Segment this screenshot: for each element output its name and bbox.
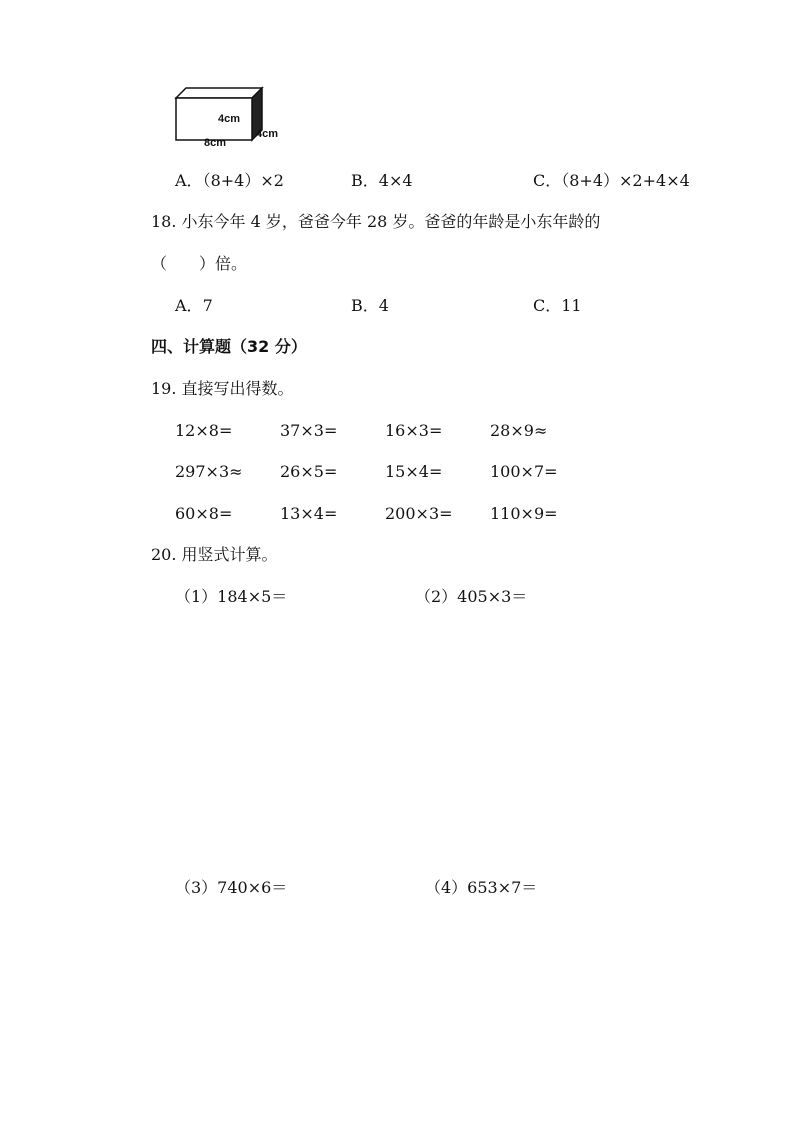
q20-item-2: （2）405×3＝ [415,587,528,606]
q18-option-b[interactable]: B．4 [351,296,389,315]
q19-number: 19. [151,379,177,398]
label-depth: 4cm [256,128,279,140]
q18-line2: （ ）倍。 [151,254,248,273]
q19-cell: 16×3= [385,421,443,440]
q18-option-c[interactable]: C．11 [533,296,582,315]
q18-line1: 小东今年 4 岁，爸爸今年 28 岁。爸爸的年龄是小东年龄的 [181,212,601,231]
q19-cell: 110×9= [490,504,558,523]
q19-cell: 12×8= [175,421,233,440]
label-height: 4cm [218,113,241,125]
q20-question [151,545,278,565]
q20-instruction: 用竖式计算。 [181,545,278,564]
q19-cell: 100×7= [490,462,558,481]
q20-item-3: （3）740×6＝ [175,878,288,897]
q19-cell: 13×4= [280,504,338,523]
q19-cell: 60×8= [175,504,233,523]
q17-option-c[interactable]: C．（8+4）×2+4×4 [533,171,690,190]
q18-number: 18. [151,212,177,231]
q19-cell: 15×4= [385,462,443,481]
q18-question [151,212,600,232]
q19-cell: 26×5= [280,462,338,481]
q20-item-4: （4）653×7＝ [425,878,538,897]
q20-item-1: （1）184×5＝ [175,587,288,606]
q19-cell: 37×3= [280,421,338,440]
q19-question [151,379,294,399]
q17-option-a[interactable]: A．（8+4）×2 [175,171,284,190]
q18-option-a[interactable]: A．7 [175,296,213,315]
q19-instruction: 直接写出得数。 [181,379,294,398]
q19-cell: 297×3≈ [175,462,243,481]
q17-option-b[interactable]: B．4×4 [351,171,413,190]
cuboid-figure [170,84,290,154]
q19-cell: 200×3= [385,504,453,523]
label-length: 8cm [204,137,227,149]
section-4-title: 四、计算题（32 分） [151,337,307,356]
q19-cell: 28×9≈ [490,421,548,440]
q20-number: 20. [151,545,177,564]
